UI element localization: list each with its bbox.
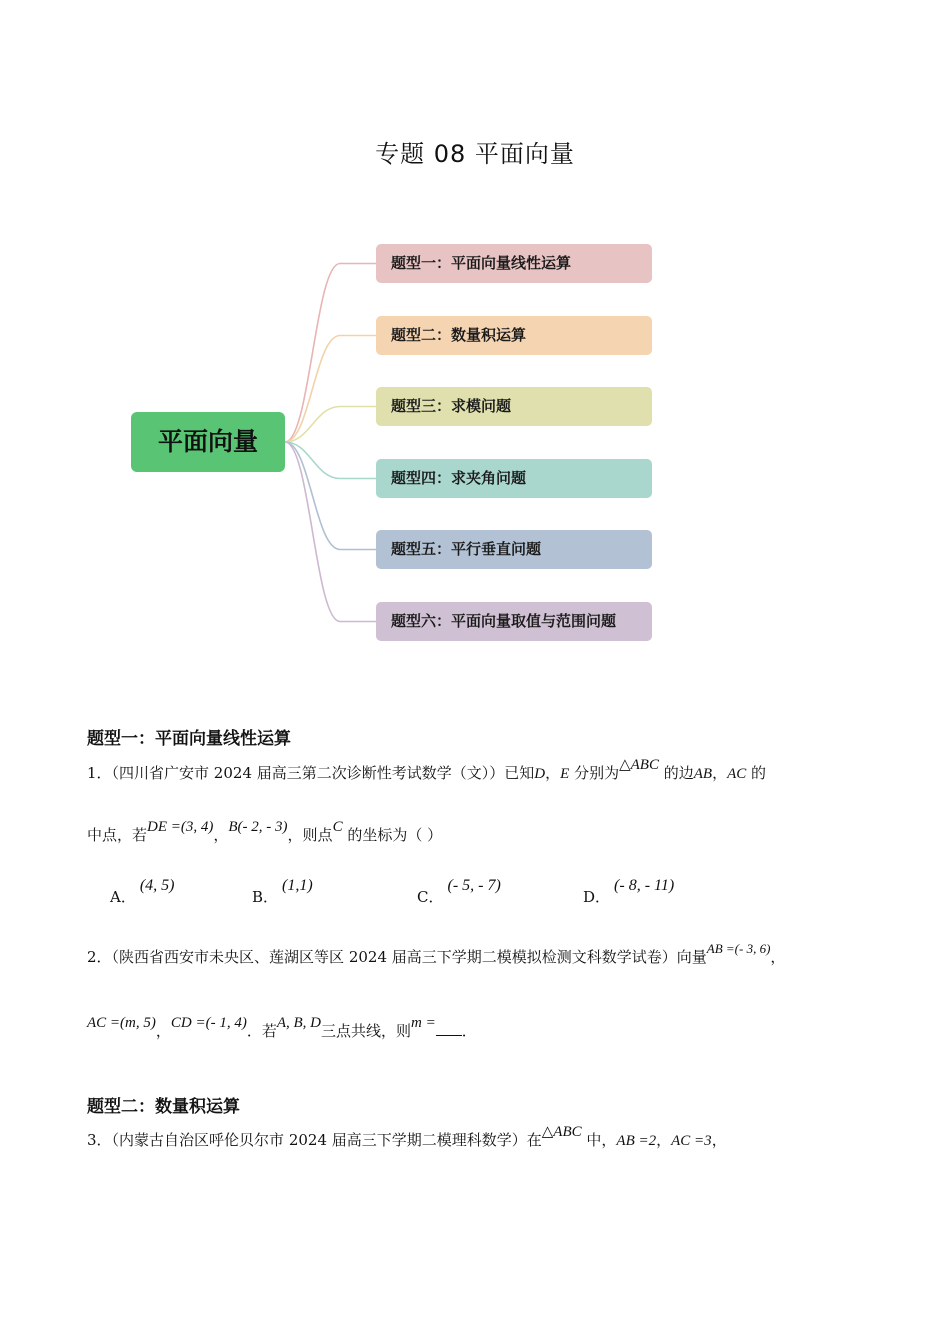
mindmap-branch-6: 题型六：平面向量取值与范围问题	[376, 602, 652, 641]
q2-line-2: AC =(m, 5)，CD =(- 1, 4)．若A, B, D三点共线，则m = ．	[87, 1015, 477, 1040]
section-heading-2: 题型二：数量积运算	[87, 1097, 240, 1117]
mindmap-branch-4: 题型四：求夹角问题	[376, 459, 652, 498]
q2-answer-blank[interactable]	[436, 1021, 462, 1036]
q1-choice-a[interactable]: A．(4, 5)	[110, 877, 175, 906]
mindmap-branch-2: 题型二：数量积运算	[376, 316, 652, 355]
mindmap-connector-5	[285, 442, 376, 550]
mindmap-branch-3: 题型三：求模问题	[376, 387, 652, 426]
page-title: 专题 08 平面向量	[375, 140, 575, 168]
q1-choice-d[interactable]: D．(- 8, - 11)	[583, 877, 675, 906]
q1-line-2: 中点，若DE =(3, 4)，B(- 2, - 3)，则点C 的坐标为（ ）	[87, 819, 443, 844]
mindmap-root: 平面向量	[131, 412, 285, 472]
q1-line-1: 1．（四川省广安市 2024 届高三第二次诊断性考试数学（文））已知D，E 分别为△ABC 的边AB，AC 的	[87, 757, 767, 782]
q1-choice-c[interactable]: C．(- 5, - 7)	[417, 877, 501, 906]
mindmap-connector-6	[285, 442, 376, 622]
mindmap-connector-2	[285, 336, 376, 443]
mindmap-branch-5: 题型五：平行垂直问题	[376, 530, 652, 569]
section-heading-1: 题型一：平面向量线性运算	[87, 729, 291, 749]
mindmap-connector-3	[285, 407, 376, 443]
mindmap-connector-1	[285, 264, 376, 443]
mindmap-connector-4	[285, 442, 376, 479]
q2-line-1: 2．（陕西省西安市未央区、莲湖区等区 2024 届高三下学期二模模拟检测文科数学试卷）向量AB =(- 3, 6)，	[87, 941, 786, 966]
q3-line-1: 3．（内蒙古自治区呼伦贝尔市 2024 届高三下学期二模理科数学）在△ABC 中，AB =2，AC =3，	[87, 1124, 727, 1149]
q1-choice-b[interactable]: B．(1,1)	[252, 877, 313, 906]
mindmap-branch-1: 题型一：平面向量线性运算	[376, 244, 652, 283]
